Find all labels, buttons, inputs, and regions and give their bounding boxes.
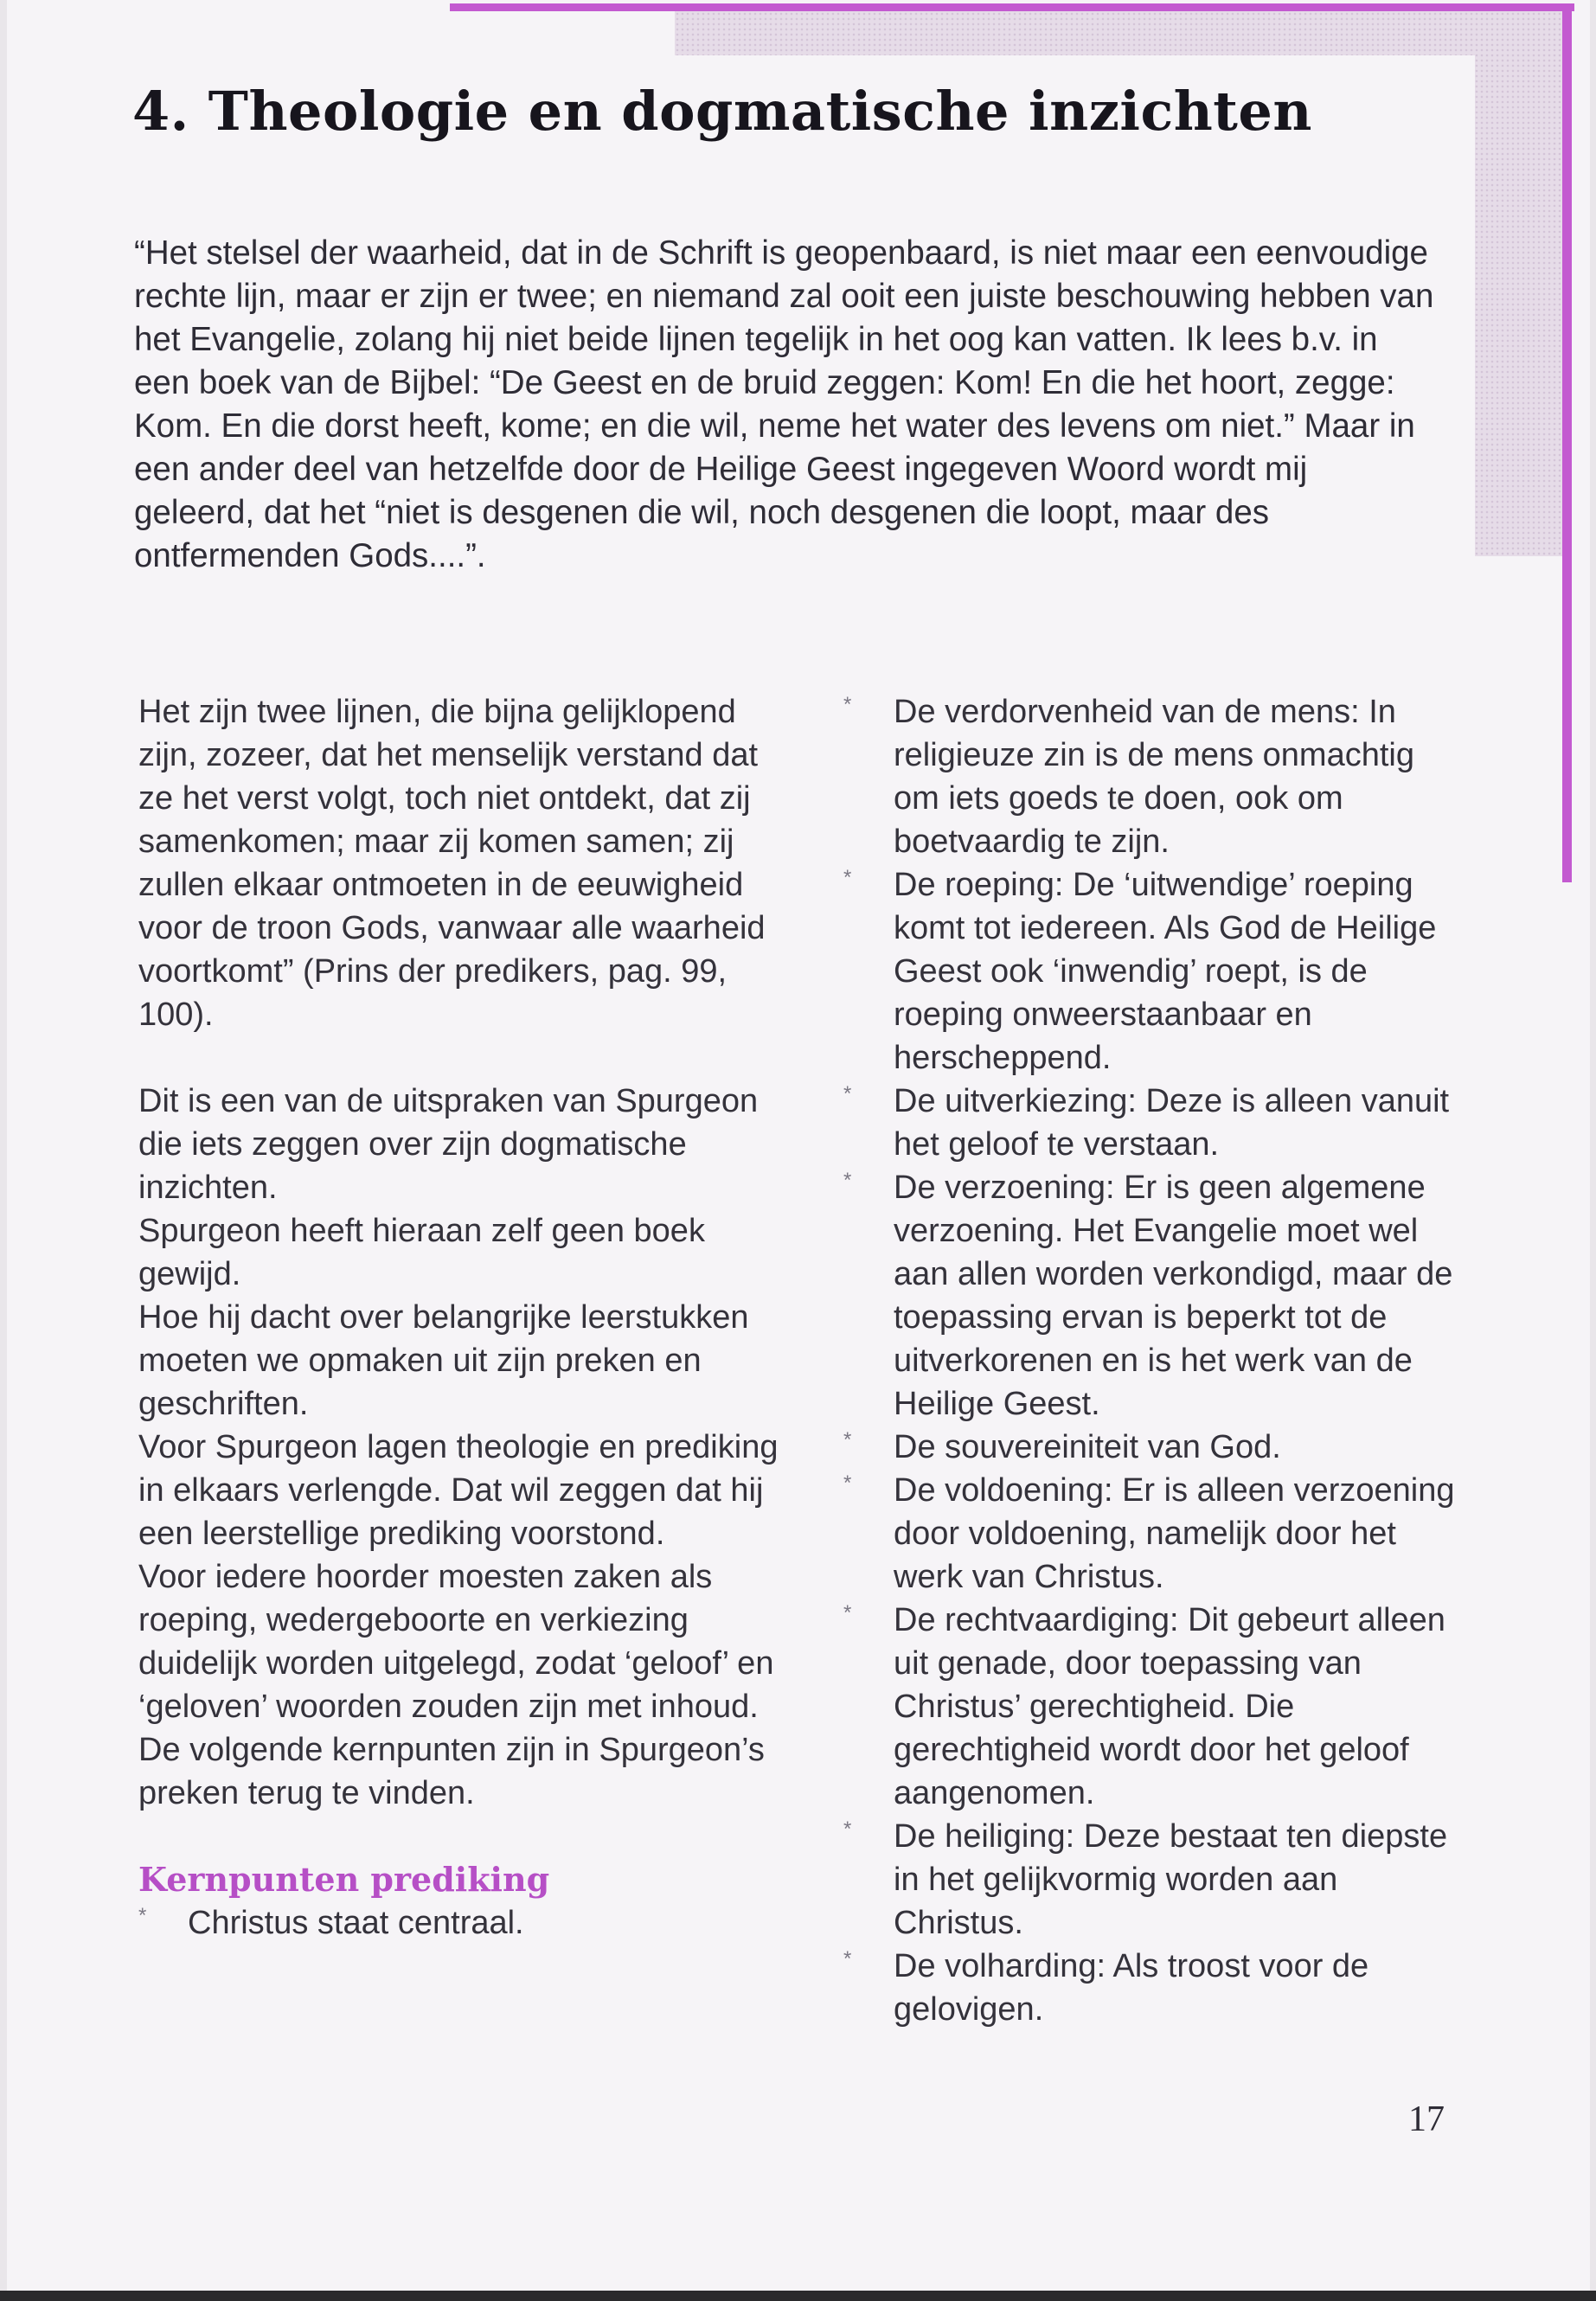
right-accent-rule xyxy=(1562,3,1572,882)
right-column xyxy=(843,690,1458,2031)
bullet-asterisk-icon: * xyxy=(843,1169,852,1192)
bullet-asterisk-icon: * xyxy=(138,1904,147,1927)
list-item xyxy=(843,1599,1458,1815)
body-paragraph: Voor Spurgeon lagen theologie en prediking in elkaars verlengde. Dat wil zeggen dat hij een leerstellige prediking voorstond. xyxy=(138,1429,779,1552)
body-paragraph: De volgende kernpunten zijn in Spurgeon’s preken terug te vinden. xyxy=(138,1732,765,1811)
bullet-asterisk-icon: * xyxy=(843,866,852,889)
list-item xyxy=(138,1901,779,1945)
list-item xyxy=(843,1945,1458,2031)
top-accent-rule xyxy=(450,3,1574,11)
left-column xyxy=(138,690,779,1945)
body-paragraph: Dit is een van de uitspraken van Spurgeon die iets zeggen over zijn dogmatische inzichten. xyxy=(138,1083,759,1206)
list-item-text: De souvereiniteit van God. xyxy=(894,1429,1281,1465)
list-item xyxy=(843,1166,1458,1426)
body-paragraph: Hoe hij dacht over belangrijke leerstukken moeten we opmaken uit zijn preken en geschriften. xyxy=(138,1299,749,1422)
intro-quote: “Het stelsel der waarheid, dat in de Schrift is geopenbaard, is niet maar een eenvoudige rechte lijn, maar er zijn er twee; en niemand zal ooit een juiste beschouwing hebben van het Evangelie, zolang hij niet beide lijnen tegelijk in het oog kan vatten. Ik lees b.v. in een boek van de Bijbel: “De Geest en de bruid zeggen: Kom! En die het hoort, zegge: Kom. En die dorst heeft, kome; en die wil, neme het water des levens om niet.” Maar in een ander deel van hetzelfde door de Heilige Geest ingegeven Woord wordt mij geleerd, dat het “niet is desgenen die wil, noch desgenen die loopt, maar des ontfermenden Gods....”. xyxy=(134,234,1434,574)
bullet-asterisk-icon: * xyxy=(843,1428,852,1452)
body-paragraph: Voor iedere hoorder moesten zaken als roeping, wedergeboorte en verkiezing duidelijk worden uitgelegd, zodat ‘geloof’ en ‘geloven’ woorden zouden zijn met inhoud. xyxy=(138,1559,774,1725)
list-item xyxy=(843,1469,1458,1599)
list-item xyxy=(843,690,1458,863)
scan-edge xyxy=(0,2291,1596,2301)
bullet-asterisk-icon: * xyxy=(843,1471,852,1495)
bullet-asterisk-icon: * xyxy=(843,1817,852,1841)
list-item-text: De verzoening: Er is geen algemene verzoening. Het Evangelie moet wel aan allen worden verkondigd, maar de toepassing ervan is beperkt tot de uitverkorenen en is het werk van de Heilige Geest. xyxy=(894,1170,1453,1422)
list-item-text: De uitverkiezing: Deze is alleen vanuit het geloof te verstaan. xyxy=(894,1083,1450,1163)
list-item-text: De roeping: De ‘uitwendige’ roeping komt tot iedereen. Als God de Heilige Geest ook ‘inwendig’ roept, is de roeping onweerstaanbaar en herscheppend. xyxy=(894,867,1437,1076)
body-paragraph: Spurgeon heeft hieraan zelf geen boek gewijd. xyxy=(138,1213,705,1292)
list-item-text: De rechtvaardiging: Dit gebeurt alleen uit genade, door toepassing van Christus’ gerechtigheid. Die gerechtigheid wordt door het geloof aangenomen. xyxy=(894,1602,1445,1811)
list-item-text: De heiliging: Deze bestaat ten diepste in het gelijkvormig worden aan Christus. xyxy=(894,1818,1448,1941)
list-item-text: De volharding: Als troost voor de gelovigen. xyxy=(894,1948,1369,2028)
bullet-asterisk-icon: * xyxy=(843,1601,852,1625)
list-item xyxy=(843,1426,1458,1469)
list-item-text: Christus staat centraal. xyxy=(188,1905,524,1941)
chapter-title: 4. Theologie en dogmatische inzichten xyxy=(132,80,1312,143)
bullet-asterisk-icon: * xyxy=(843,1082,852,1106)
page-number: 17 xyxy=(1408,2099,1445,2139)
section-subheading: Kernpunten prediking xyxy=(138,1860,550,1899)
list-item-text: De voldoening: Er is alleen verzoening door voldoening, namelijk door het werk van Christus. xyxy=(894,1472,1455,1595)
body-paragraph: Het zijn twee lijnen, die bijna gelijklopend zijn, zozeer, dat het menselijk verstand dat ze het verst volgt, toch niet ontdekt, dat zij samenkomen; maar zij komen samen; zij zullen elkaar ontmoeten in de eeuwigheid voor de troon Gods, vanwaar alle waarheid voortkomt” (Prins der predikers, pag. 99, 100). xyxy=(138,694,766,1033)
list-item-text: De verdorvenheid van de mens: In religieuze zin is de mens onmachtig om iets goeds te doen, ook om boetvaardig te zijn. xyxy=(894,694,1414,860)
list-item xyxy=(843,1815,1458,1945)
bullet-asterisk-icon: * xyxy=(843,1947,852,1971)
list-item xyxy=(843,863,1458,1080)
bullet-asterisk-icon: * xyxy=(843,693,852,716)
list-item xyxy=(843,1080,1458,1166)
